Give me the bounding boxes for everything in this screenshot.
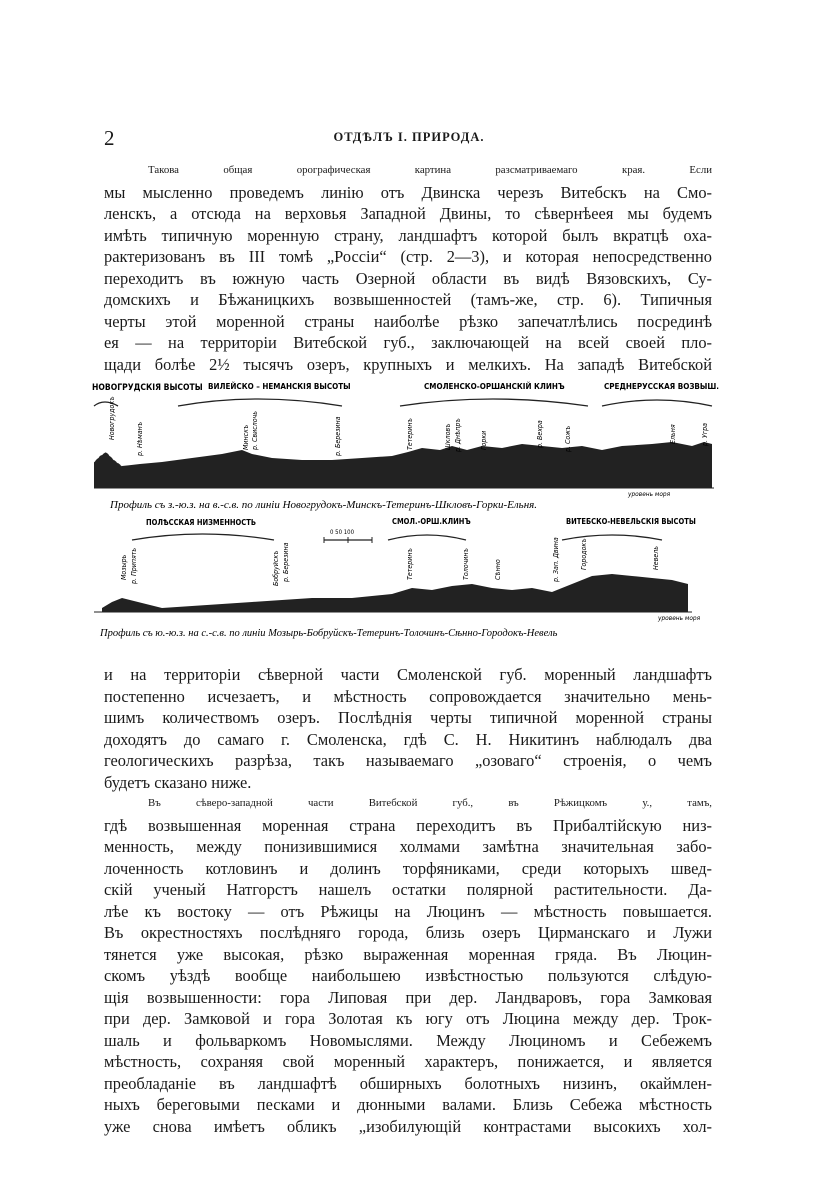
- text-line: доходятъ до самаго г. Смоленска, гдѣ С. Н. Никитинъ наблюдалъ два: [104, 729, 712, 749]
- region-label: СРЕДНЕРУССКАЯ ВОЗВЫШ.: [604, 382, 719, 391]
- place-label: Невель: [652, 546, 660, 570]
- place-label: Городокъ: [580, 538, 588, 570]
- text-line: Такова общая орографическая картина разсматриваемаго края. Если: [148, 164, 712, 176]
- place-label: Ельня: [669, 424, 677, 444]
- text-line: лѣе къ востоку — отъ Рѣжицы на Люцинъ — мѣстность повышается.: [104, 901, 712, 921]
- sea-level-label: уровень моря: [628, 490, 671, 498]
- place-label: р. Вехра: [536, 420, 544, 448]
- place-label: Тетеринъ: [406, 548, 414, 580]
- text-line: Въ сѣверо-западной части Витебской губ., въ Рѣжицкомъ у., тамъ,: [148, 797, 712, 809]
- text-line: скомъ уѣздѣ вообще наибольшею извѣстностью пользуются слѣдую-: [104, 966, 712, 985]
- terrain-silhouette: [102, 574, 688, 612]
- text-line: преобладаніе въ ландшафтѣ обширныхъ болотныхъ низинъ, окаймлен-: [104, 1073, 712, 1093]
- place-label: Бобруйскъ: [272, 550, 280, 586]
- profile-1: [92, 380, 719, 511]
- text-line: черты этой моренной страны наиболѣе рѣзко запечатлѣлись посрединѣ: [104, 311, 712, 331]
- text-line: ленскъ, а отсюда на верховья Западной Двины, то сѣвернѣеея мы будемъ: [104, 204, 712, 223]
- text-line: постепенно исчезаетъ, и мѣстность сопровождается значительно мень-: [104, 686, 712, 706]
- paragraph-3: [104, 793, 712, 1137]
- text-line: лоченность котловинъ и долинъ торфяниками, среди которыхъ швед-: [104, 858, 712, 878]
- text-line: тянется уже высокая, рѣзко выраженная моренная гряда. Въ Люцин-: [104, 944, 712, 964]
- place-label: Шкловъ: [444, 423, 452, 450]
- text-line: при дер. Замковой и гора Золотая къ югу отъ Люцина между дер. Трок-: [104, 1009, 712, 1028]
- profile-2: [94, 517, 701, 639]
- place-label: р. Днѣпръ: [454, 418, 462, 452]
- profile-caption: Профиль съ з.-ю.з. на в.-с.в. по линіи Новогрудокъ-Минскъ-Тетеринъ-Шкловъ-Горки-Ельня.: [110, 499, 538, 511]
- terrain-profiles-svg: [92, 380, 722, 645]
- brace: [178, 399, 342, 406]
- place-label: р. Сожъ: [564, 425, 572, 452]
- brace: [132, 534, 274, 540]
- place-labels: [120, 537, 660, 586]
- text-line: ныхъ береговыми песками и дюнными валами. Близь Себежа мѣстность: [104, 1095, 712, 1114]
- text-line: мы мысленно проведемъ линію отъ Двинска черезъ Витебскъ на Смо-: [104, 182, 712, 202]
- region-label: ПОЛѢССКАЯ НИЗМЕННОСТЬ: [146, 518, 256, 527]
- place-label: Сѣнно: [494, 559, 502, 580]
- page-number: 2: [104, 126, 115, 150]
- running-head: ОТДѢЛЪ I. ПРИРОДА.: [333, 130, 485, 144]
- page-header: [104, 126, 714, 150]
- region-label: СМОЛ.-ОРШ.КЛИНЪ: [392, 517, 471, 526]
- scale-label: 0 50 100: [330, 529, 355, 536]
- brace: [562, 535, 662, 540]
- text-line: рактеризованъ въ III томѣ „Россіи“ (стр. 2—3), и которая непосредственно: [104, 247, 712, 266]
- text-line: уже снова имѣетъ обликъ „изобилующій контрастами высокихъ хол-: [104, 1116, 712, 1136]
- text-line: и на территоріи сѣверной части Смоленской губ. моренный ландшафтъ: [104, 665, 712, 684]
- place-label: р. Нѣманъ: [136, 421, 144, 456]
- text-line: менность, между понизившимися холмами замѣтна значительная забо-: [104, 837, 712, 856]
- place-label: р. Припять: [130, 547, 138, 584]
- region-label: ВИТЕБСКО-НЕВЕЛЬСКІЯ ВЫСОТЫ: [566, 517, 696, 526]
- text-line: гдѣ возвышенная моренная страна переходитъ въ Прибалтійскую низ-: [104, 815, 712, 835]
- text-line: Въ окрестностяхъ послѣдняго города, близь озеръ Цирманскаго и Лужи: [104, 923, 712, 942]
- place-label: р. Березина: [282, 542, 290, 582]
- place-label: Новогрудокъ: [108, 396, 116, 440]
- scale-bar: [324, 529, 372, 543]
- text-line: будетъ сказано ниже.: [104, 772, 252, 792]
- region-label: ВИЛЕЙСКО – НЕМАНСКІЯ ВЫСОТЫ: [208, 382, 351, 391]
- place-label: р. Угра: [701, 422, 709, 446]
- place-label: р. Свислочь: [251, 411, 259, 450]
- sea-level-label: уровень моря: [658, 614, 701, 622]
- text-line: переходитъ въ южную часть Озерной области въ видѣ Вязовскихъ, Су-: [104, 268, 712, 288]
- place-label: Минскъ: [242, 424, 250, 450]
- text-line: щія возвышенности: гора Липовая при дер. Ландваровъ, гора Замковая: [104, 987, 712, 1007]
- text-line: ея — на территоріи Витебской губ., заключающей на всей своей пло-: [104, 333, 712, 352]
- paragraph-1: [104, 160, 712, 375]
- text-line: мѣстность, сохраняя свой моренный характеръ, понижается, и является: [104, 1052, 712, 1071]
- text-line: геологическихъ разрѣза, такъ называемаго „озоваго“ строенія, о чемъ: [104, 751, 712, 770]
- place-label: Толочинъ: [462, 548, 470, 580]
- place-label: Мозырь: [120, 554, 128, 580]
- text-line: скій ученый Натгорстъ нашелъ остатки полярной растительности. Да-: [104, 880, 712, 899]
- place-label: Горки: [480, 430, 488, 450]
- terrain-silhouette: [94, 442, 712, 488]
- terrain-profiles-figure: [92, 380, 722, 645]
- brace: [602, 400, 712, 406]
- place-label: р. Зап. Двина: [552, 537, 560, 582]
- text-line: шимъ количествомъ озеръ. Послѣднія черты типичной моренной страны: [104, 708, 712, 727]
- text-line: имѣть типичную моренную страну, ландшафтъ которой былъ вкратцѣ оха-: [104, 225, 712, 245]
- text-line: щади болѣе 2½ тысячъ озеръ, крупныхъ и мелкихъ. На западѣ Витебской: [104, 354, 712, 374]
- region-label: НОВОГРУДСКІЯ ВЫСОТЫ: [92, 383, 203, 393]
- text-line: домскихъ и Бѣжаницкихъ возвышенностей (тамъ-же, стр. 6). Типичныя: [104, 290, 712, 309]
- brace: [400, 399, 588, 406]
- place-label: р. Березина: [334, 416, 342, 456]
- text-line: шаль и фольваркомъ Новомыслями. Между Люциномъ и Себежемъ: [104, 1030, 712, 1050]
- paragraph-2: [104, 664, 712, 793]
- brace: [388, 535, 466, 540]
- region-label: СМОЛЕНСКО-ОРШАНСКІЙ КЛИНЪ: [424, 382, 565, 391]
- place-label: Тетеринъ: [406, 418, 414, 450]
- profile-caption: Профиль съ ю.-ю.з. на с.-с.в. по линіи Мозырь-Бобруйскъ-Тетеринъ-Толочинъ-Сѣнно-Городокъ-Невель: [100, 628, 558, 639]
